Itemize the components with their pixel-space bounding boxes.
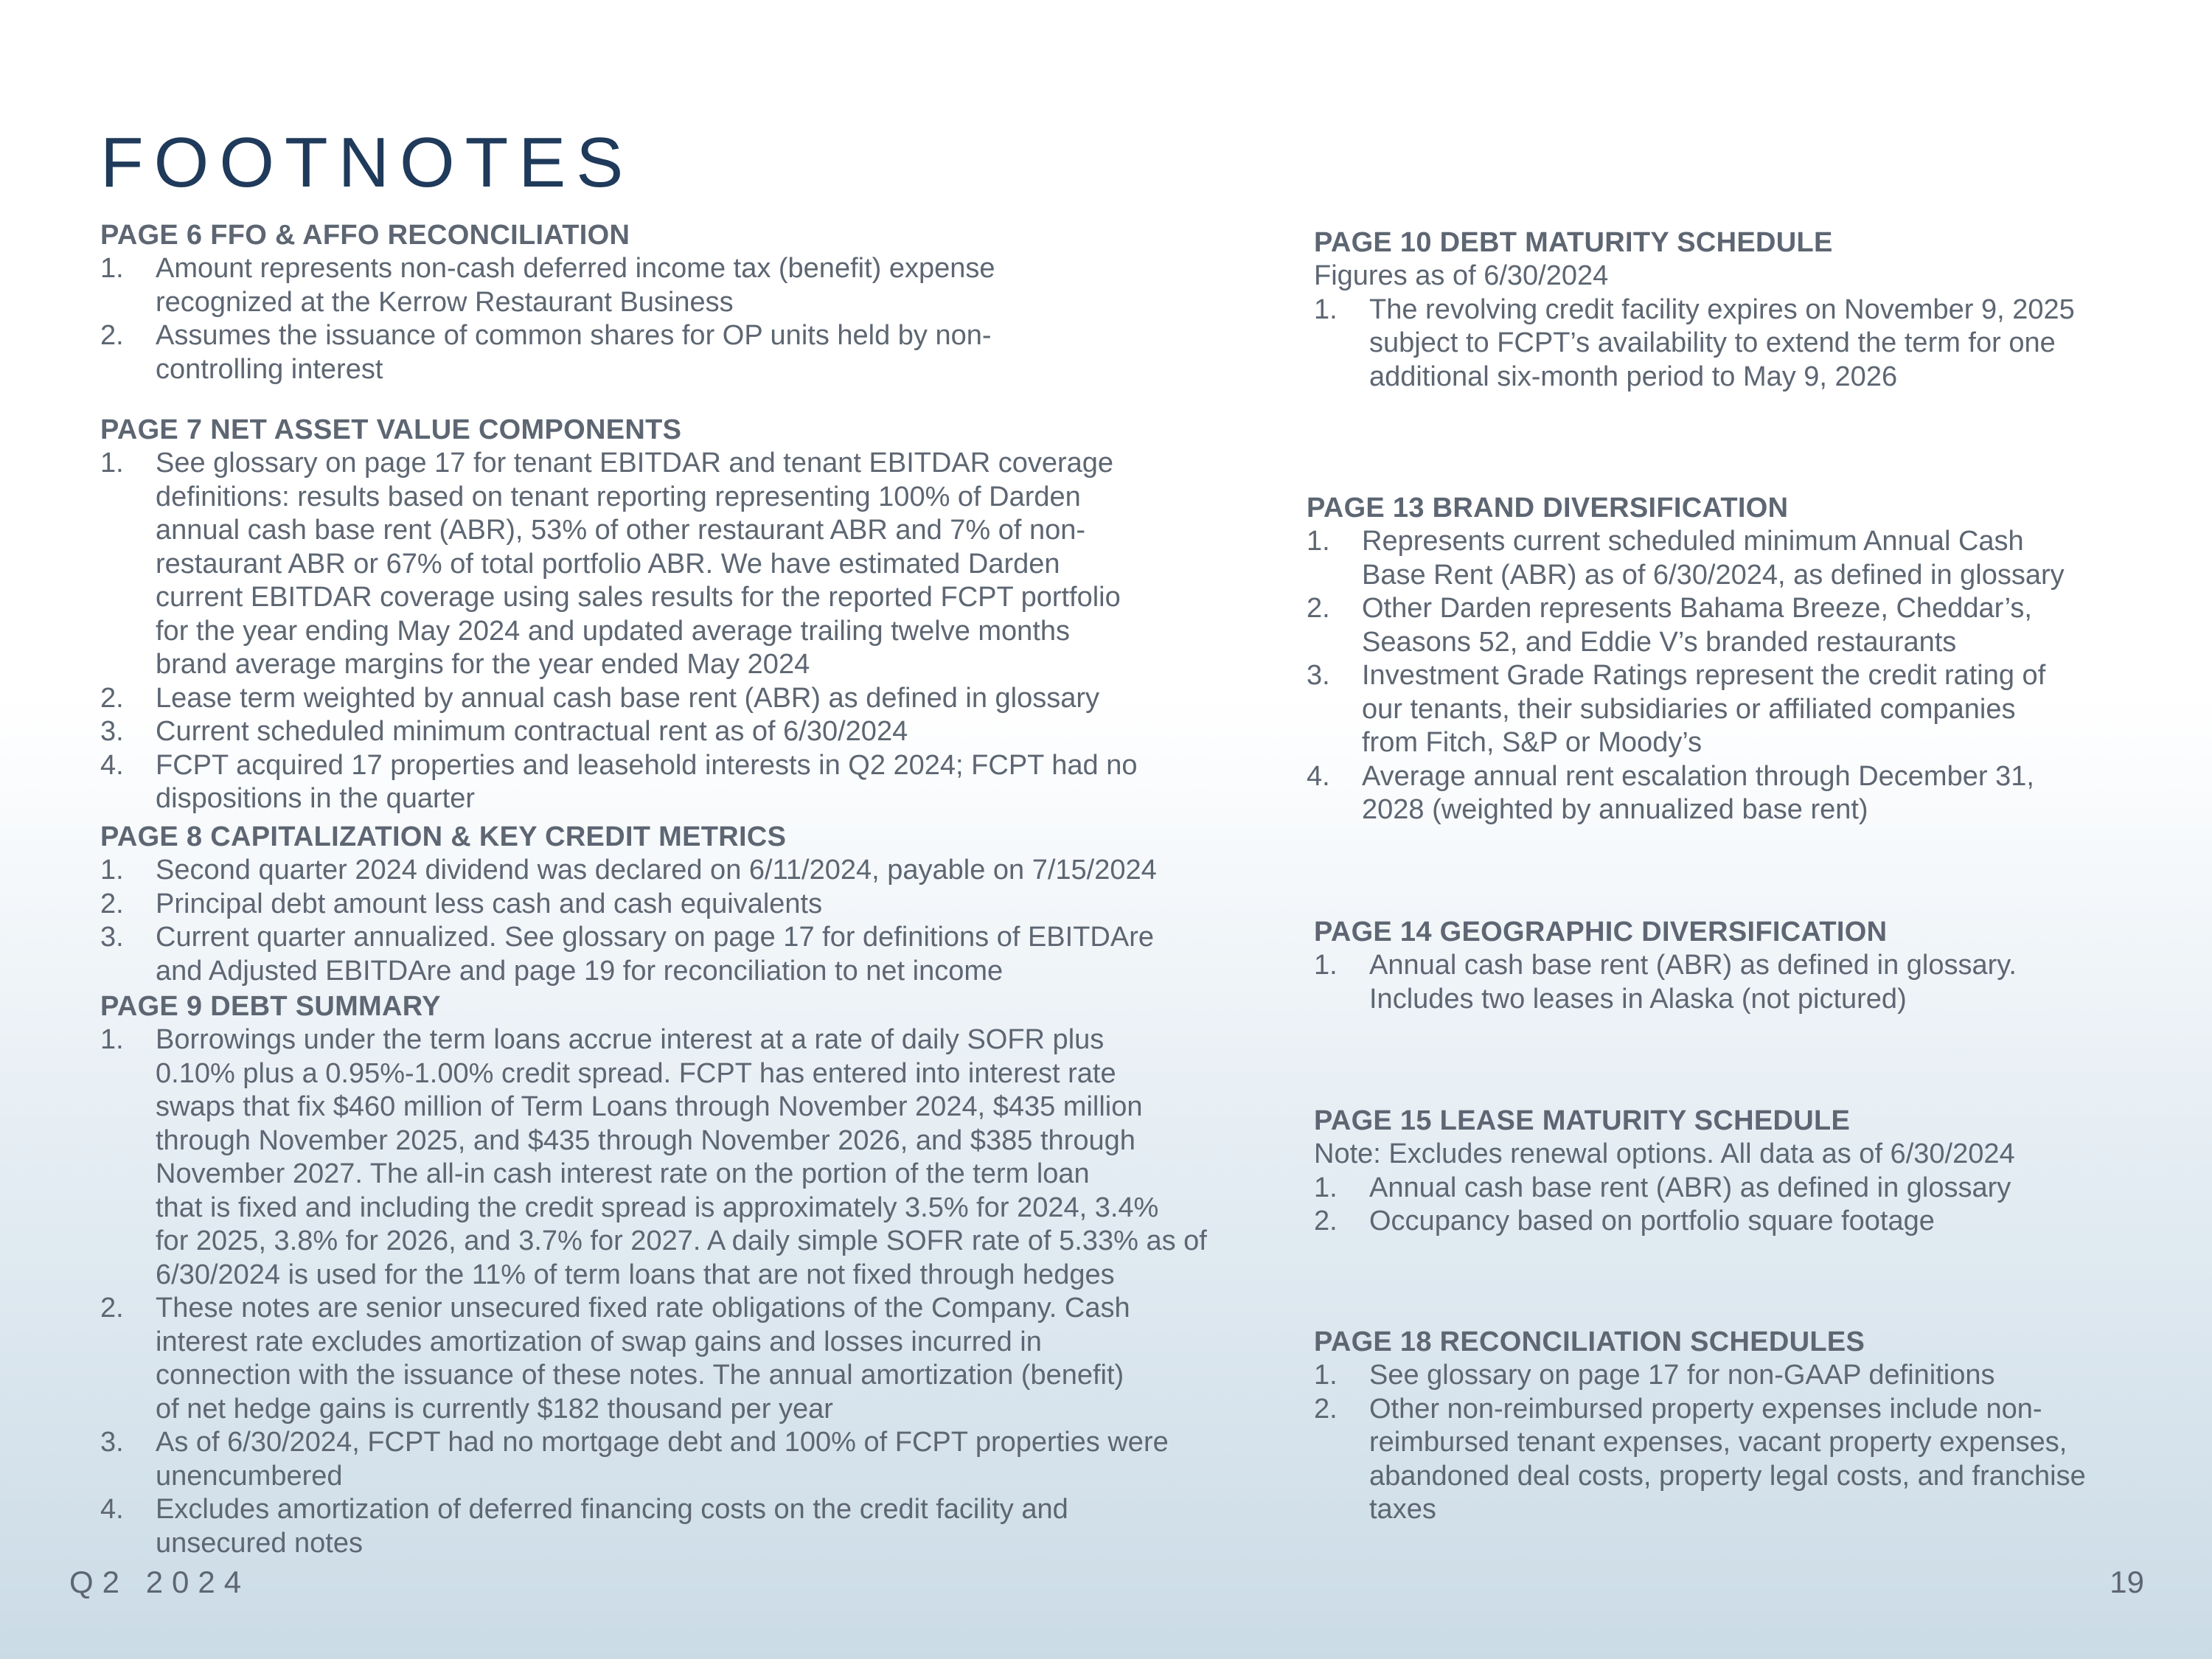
footnote-list <box>1314 1359 2184 1527</box>
section-note: Figures as of 6/30/2024 <box>1314 260 1609 291</box>
section-heading: PAGE 15 LEASE MATURITY SCHEDULE <box>1314 1105 1851 1136</box>
footnote-text: our tenants, their subsidiaries or affiliated companies <box>1362 693 2016 725</box>
footnote-text: of net hedge gains is currently $182 thousand per year <box>156 1393 833 1425</box>
footnote-number: 2. <box>100 682 124 714</box>
footnote-number: 3. <box>100 922 124 953</box>
footnote-text: Second quarter 2024 dividend was declared on 6/11/2024, payable on 7/15/2024 <box>156 855 1157 886</box>
footnote-text: Current quarter annualized. See glossary on page 17 for definitions of EBITDAre <box>156 922 1154 953</box>
footnote-line <box>1314 983 2184 1017</box>
footnote-line <box>1314 1493 2184 1527</box>
section-heading: PAGE 13 BRAND DIVERSIFICATION <box>1307 493 1789 524</box>
footnote-line <box>1314 1172 2184 1206</box>
footnote-line <box>1314 1393 2184 1427</box>
footnote-line <box>100 1158 1280 1192</box>
footnote-text: Principal debt amount less cash and cash equivalents <box>156 888 823 919</box>
footnote-line <box>100 955 1280 989</box>
footnote-line <box>1307 793 2184 827</box>
footnote-text: Seasons 52, and Eddie V’s branded restaurants <box>1362 626 1957 658</box>
footnote-section <box>1307 491 2184 827</box>
footnote-text: Annual cash base rent (ABR) as defined in glossary <box>1369 1172 2011 1203</box>
footnote-text: 0.10% plus a 0.95%-1.00% credit spread. FCPT has entered into interest rate <box>156 1057 1116 1089</box>
footnote-line <box>100 854 1280 888</box>
footnote-line <box>1307 659 2184 693</box>
footnote-section <box>1314 226 2184 394</box>
footnote-line <box>100 1493 1280 1527</box>
footnote-line <box>100 481 1280 515</box>
footnote-text: See glossary on page 17 for non-GAAP definitions <box>1369 1360 1995 1391</box>
footnote-line <box>100 1192 1280 1225</box>
footnote-line <box>100 1527 1280 1561</box>
footnote-section <box>100 990 1280 1560</box>
footnote-line <box>1307 693 2184 727</box>
footnote-text: restaurant ABR or 67% of total portfolio ABR. We have estimated Darden <box>156 548 1060 580</box>
footnote-text: Current scheduled minimum contractual rent as of 6/30/2024 <box>156 716 908 747</box>
footnote-line <box>100 615 1280 649</box>
footnote-text: from Fitch, S&P or Moody’s <box>1362 727 1703 758</box>
footnote-line <box>100 1225 1280 1259</box>
footnote-line <box>100 921 1280 955</box>
footnote-list <box>100 1023 1280 1560</box>
footnote-number: 1. <box>1307 526 1330 557</box>
footnote-number: 3. <box>1307 660 1330 691</box>
footnote-line <box>1314 1359 2184 1393</box>
footnote-text: for 2025, 3.8% for 2026, and 3.7% for 2027. A daily simple SOFR rate of 5.33% as of <box>156 1225 1207 1256</box>
footnote-text: The revolving credit facility expires on November 9, 2025 <box>1369 293 2075 325</box>
footnote-text: taxes <box>1369 1494 1436 1525</box>
footnote-section <box>100 820 1280 988</box>
footnote-line <box>1307 525 2184 559</box>
page-title: FOOTNOTES <box>100 123 634 202</box>
footnote-line <box>1314 1460 2184 1494</box>
footnote-line <box>100 1023 1280 1057</box>
footnote-text: Includes two leases in Alaska (not pictured) <box>1369 983 1907 1015</box>
footnote-text: connection with the issuance of these notes. The annual amortization (benefit) <box>156 1360 1124 1391</box>
footnote-text: that is fixed and including the credit spread is approximately 3.5% for 2024, 3.4% <box>156 1192 1159 1223</box>
footnote-section <box>100 218 1280 386</box>
footnote-number: 4. <box>100 1494 124 1525</box>
footnote-line <box>100 447 1280 481</box>
footnote-number: 3. <box>100 716 124 747</box>
footnote-text: November 2027. The all-in cash interest rate on the portion of the term loan <box>156 1158 1090 1189</box>
footnote-line <box>100 1259 1280 1293</box>
footnote-number: 2. <box>1314 1393 1338 1425</box>
footnote-section <box>1314 1325 2184 1527</box>
footnote-number: 1. <box>1314 950 1338 981</box>
footnote-text: Annual cash base rent (ABR) as defined in glossary. <box>1369 950 2017 981</box>
footnote-text: interest rate excludes amortization of swap gains and losses incurred in <box>156 1326 1042 1357</box>
footnote-list <box>100 447 1280 816</box>
footnote-line <box>1307 726 2184 760</box>
footnote-line <box>100 581 1280 615</box>
footnote-line <box>1314 327 2184 361</box>
footnote-text: reimbursed tenant expenses, vacant property expenses, <box>1369 1427 2067 1458</box>
footnote-text: controlling interest <box>156 353 383 385</box>
footnote-line <box>100 1091 1280 1124</box>
footnote-text: Represents current scheduled minimum Annual Cash <box>1362 526 2024 557</box>
footnote-number: 2. <box>100 888 124 919</box>
section-heading: PAGE 14 GEOGRAPHIC DIVERSIFICATION <box>1314 917 1888 947</box>
footnote-number: 1. <box>1314 293 1338 325</box>
footnote-line <box>100 1292 1280 1326</box>
footnote-text: annual cash base rent (ABR), 53% of other restaurant ABR and 7% of non- <box>156 515 1086 546</box>
footnote-line <box>100 888 1280 922</box>
section-heading: PAGE 18 RECONCILIATION SCHEDULES <box>1314 1326 1865 1357</box>
footer-page-number: 19 <box>2110 1565 2144 1599</box>
footnote-text: Investment Grade Ratings represent the credit rating of <box>1362 660 2046 691</box>
footnote-line <box>1314 1426 2184 1460</box>
footnote-line <box>1314 293 2184 327</box>
footnote-list <box>100 854 1280 988</box>
footnote-text: Amount represents non-cash deferred income tax (benefit) expense <box>156 253 995 284</box>
footnote-line <box>1307 559 2184 593</box>
footnote-line <box>100 514 1280 548</box>
footnote-line <box>100 319 1280 353</box>
footnote-line <box>100 286 1280 320</box>
section-heading: PAGE 10 DEBT MATURITY SCHEDULE <box>1314 227 1833 258</box>
footnote-line <box>100 1057 1280 1091</box>
footnote-number: 1. <box>1314 1172 1338 1203</box>
footnote-text: Lease term weighted by annual cash base rent (ABR) as defined in glossary <box>156 682 1100 714</box>
footnote-line <box>100 648 1280 682</box>
footnote-text: dispositions in the quarter <box>156 783 476 814</box>
footnote-line <box>100 782 1280 816</box>
footnote-number: 2. <box>100 320 124 351</box>
footnote-list <box>1314 293 2184 394</box>
footnote-text: Occupancy based on portfolio square footage <box>1369 1206 1935 1237</box>
footnote-text: 6/30/2024 is used for the 11% of term loans that are not fixed through hedges <box>156 1259 1115 1290</box>
footnote-line <box>100 1426 1280 1460</box>
footnote-text: through November 2025, and $435 through November 2026, and $385 through <box>156 1124 1135 1156</box>
footnote-list <box>100 252 1280 386</box>
footnote-section <box>1314 915 2184 1016</box>
footnote-line <box>100 1393 1280 1427</box>
footnote-number: 1. <box>100 253 124 284</box>
footnote-line <box>1307 760 2184 794</box>
footnote-line <box>100 1359 1280 1393</box>
section-heading: PAGE 9 DEBT SUMMARY <box>100 991 441 1022</box>
footnote-text: As of 6/30/2024, FCPT had no mortgage debt and 100% of FCPT properties were <box>156 1427 1169 1458</box>
footnote-list <box>1314 1172 2184 1239</box>
footnote-number: 3. <box>100 1427 124 1458</box>
footnote-number: 4. <box>100 749 124 781</box>
footnote-number: 4. <box>1307 760 1330 792</box>
footnote-text: recognized at the Kerrow Restaurant Business <box>156 286 734 318</box>
footnote-text: See glossary on page 17 for tenant EBITDAR and tenant EBITDAR coverage <box>156 448 1114 479</box>
footnote-text: Base Rent (ABR) as of 6/30/2024, as defined in glossary <box>1362 559 2065 591</box>
footnote-text: unsecured notes <box>156 1527 363 1559</box>
footnote-text: FCPT acquired 17 properties and leasehold interests in Q2 2024; FCPT had no <box>156 749 1138 781</box>
footnote-text: and Adjusted EBITDAre and page 19 for reconciliation to net income <box>156 955 1004 987</box>
footnote-text: current EBITDAR coverage using sales results for the reported FCPT portfolio <box>156 582 1121 613</box>
footnote-text: Average annual rent escalation through December 31, <box>1362 760 2034 792</box>
footnote-text: Other non-reimbursed property expenses include non- <box>1369 1393 2042 1425</box>
footnote-number: 2. <box>1314 1206 1338 1237</box>
footnote-section <box>100 413 1280 816</box>
footnote-text: unencumbered <box>156 1460 343 1492</box>
footnote-text: Assumes the issuance of common shares for OP units held by non- <box>156 320 992 351</box>
footnote-text: These notes are senior unsecured fixed rate obligations of the Company. Cash <box>156 1293 1130 1324</box>
footnote-line <box>100 715 1280 749</box>
footnote-text: swaps that fix $460 million of Term Loans through November 2024, $435 million <box>156 1091 1143 1122</box>
footnote-text: Borrowings under the term loans accrue interest at a rate of daily SOFR plus <box>156 1024 1105 1055</box>
footnote-line <box>1307 592 2184 626</box>
footnote-line <box>100 353 1280 387</box>
footnote-line <box>1314 361 2184 394</box>
section-heading: PAGE 6 FFO & AFFO RECONCILIATION <box>100 220 630 251</box>
footnote-list <box>1314 949 2184 1016</box>
footnote-text: 2028 (weighted by annualized base rent) <box>1362 794 1868 825</box>
footnote-line <box>1314 949 2184 983</box>
footnote-line <box>1307 626 2184 660</box>
footer-period: Q2 2024 <box>69 1565 251 1599</box>
footnote-number: 2. <box>1307 593 1330 624</box>
footnote-line <box>1314 1205 2184 1239</box>
footnote-number: 1. <box>100 1024 124 1055</box>
footnote-text: for the year ending May 2024 and updated average trailing twelve months <box>156 615 1071 647</box>
footnote-line <box>100 1460 1280 1494</box>
footnote-section <box>1314 1104 2184 1239</box>
footnote-number: 1. <box>1314 1360 1338 1391</box>
footnote-number: 1. <box>100 855 124 886</box>
footnote-text: Excludes amortization of deferred financing costs on the credit facility and <box>156 1494 1068 1525</box>
footnote-text: brand average margins for the year ended May 2024 <box>156 649 810 680</box>
footnote-text: additional six-month period to May 9, 2026 <box>1369 361 1898 392</box>
footnote-line <box>100 749 1280 783</box>
section-note: Note: Excludes renewal options. All data as of 6/30/2024 <box>1314 1138 2015 1169</box>
footnote-line <box>100 682 1280 716</box>
footnote-line <box>100 548 1280 582</box>
footnote-text: abandoned deal costs, property legal costs, and franchise <box>1369 1460 2086 1492</box>
section-heading: PAGE 8 CAPITALIZATION & KEY CREDIT METRICS <box>100 821 787 852</box>
footnote-list <box>1307 525 2184 827</box>
footnote-number: 2. <box>100 1293 124 1324</box>
section-heading: PAGE 7 NET ASSET VALUE COMPONENTS <box>100 414 682 445</box>
footnote-text: definitions: results based on tenant reporting representing 100% of Darden <box>156 481 1081 512</box>
footnote-text: Other Darden represents Bahama Breeze, Cheddar’s, <box>1362 593 2032 624</box>
footnote-number: 1. <box>100 448 124 479</box>
footnote-line <box>100 252 1280 286</box>
footnote-text: subject to FCPT’s availability to extend the term for one <box>1369 327 2056 358</box>
footnote-line <box>100 1326 1280 1360</box>
footnote-line <box>100 1124 1280 1158</box>
